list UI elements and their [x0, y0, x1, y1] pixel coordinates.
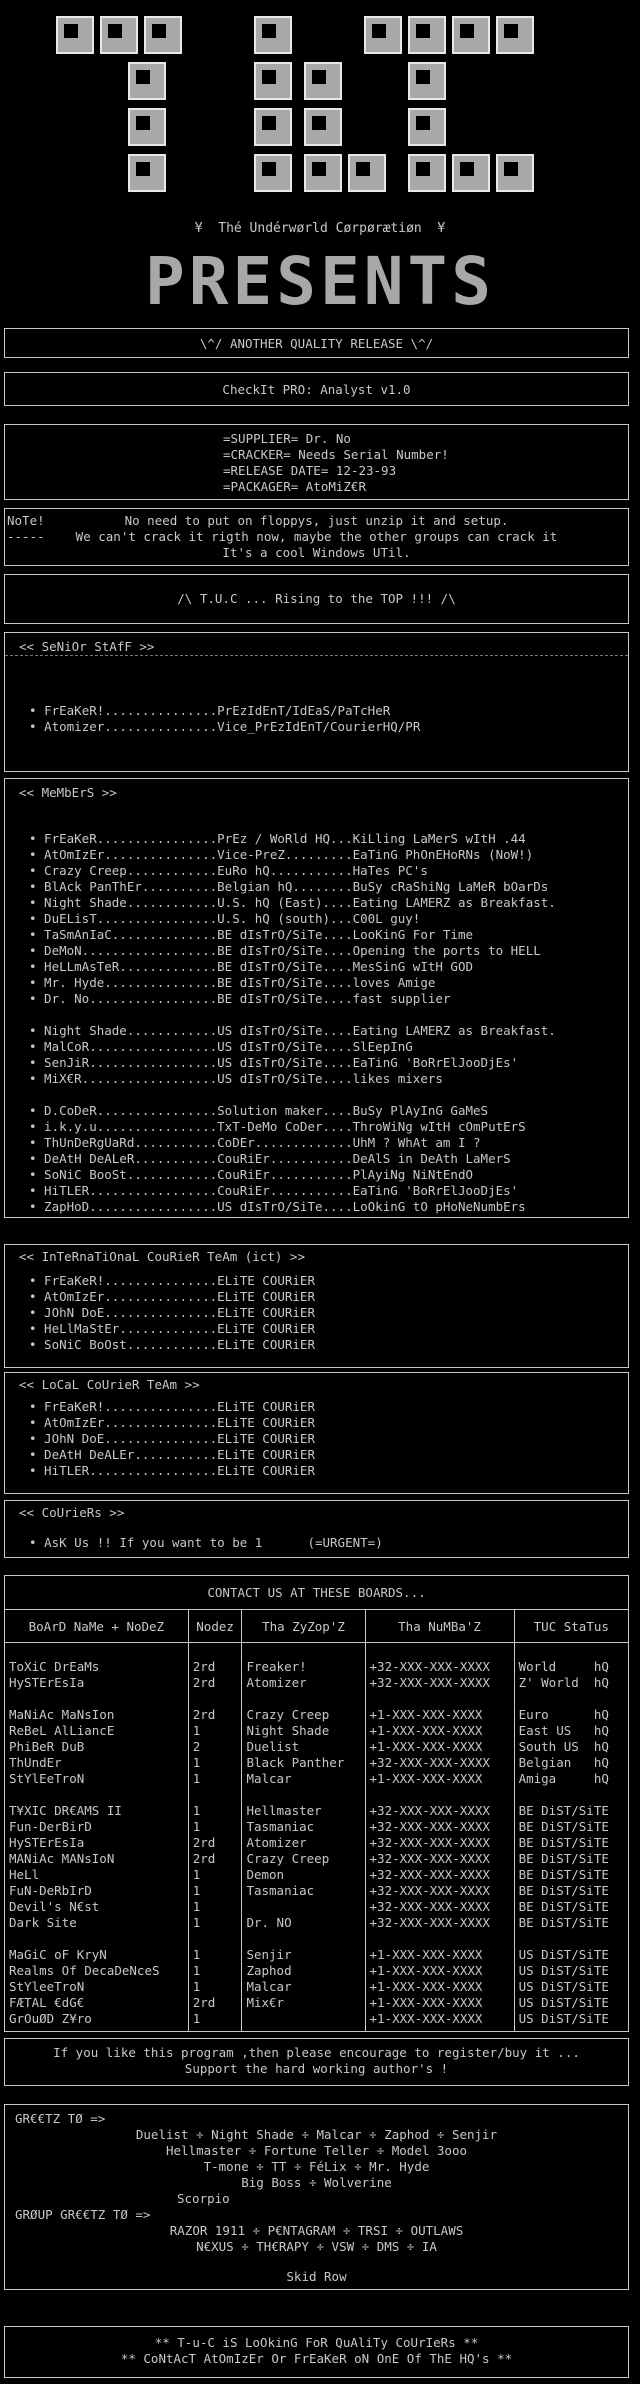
member-line: • AtOmIzEr...............Vice-PreZ.........EaTinG PhOnEHoRNs (NoW!) — [29, 847, 534, 862]
board-status: BE DiST/SiTE — [514, 1867, 628, 1883]
member-line: • Night Shade............US dIsTrO/SiTe....Eating LAMERZ as Breakfast. — [29, 1023, 556, 1038]
courier-line: • AtOmIzEr...............ELiTE COURiER — [29, 1289, 315, 1304]
board-status: BE DiST/SiTE — [514, 1883, 628, 1899]
courier-line: • JOhN DoE...............ELiTE COURiER — [29, 1431, 315, 1446]
courier-line: • DeAtH DeALEr...........ELiTE COURiER — [29, 1447, 315, 1462]
board-nodes: 1 — [188, 1963, 242, 1979]
board-status: US DiST/SiTE — [514, 1963, 628, 1979]
board-name: StYlEeTroN — [5, 1771, 189, 1787]
board-nodes: 1 — [188, 1771, 242, 1787]
board-number: +32-XXX-XXX-XXXX — [365, 1915, 514, 1931]
presents-banner: PRESENTS — [145, 243, 495, 320]
board-number: +1-XXX-XXX-XXXX — [365, 1963, 514, 1979]
member-line: • FrEaKeR................PrEz / WoRld HQ...KiLling LaMerS wItH .44 — [29, 831, 526, 846]
board-row — [5, 1947, 629, 1963]
rising-box — [4, 574, 629, 624]
board-number: +1-XXX-XXX-XXXX — [365, 1947, 514, 1963]
board-nodes: 1 — [188, 1915, 242, 1931]
board-row — [5, 1659, 629, 1675]
crew-name-line: ¥ Thé Undérwørld Cørpørætiøn ¥ — [194, 221, 446, 236]
board-row — [5, 1803, 629, 1819]
board-name: Dark Site — [5, 1915, 189, 1931]
board-sysop: Atomizer — [242, 1835, 365, 1851]
board-number: +32-XXX-XXX-XXXX — [365, 1835, 514, 1851]
courier-line: • FrEaKeR!...............ELiTE COURiER — [29, 1273, 315, 1288]
board-name: MANiAc MANsIoN — [5, 1851, 189, 1867]
board-name: Devil's N€st — [5, 1899, 189, 1915]
board-status: BE DiST/SiTE — [514, 1851, 628, 1867]
members-heading: << MeMbErS >> — [19, 785, 117, 800]
courier-line: • FrEaKeR!...............ELiTE COURiER — [29, 1399, 315, 1414]
release-date-line: =RELEASE DATE= 12-23-93 — [223, 463, 397, 478]
board-sysop: Demon — [242, 1867, 365, 1883]
board-nodes: 2rd — [188, 1659, 242, 1675]
board-name: Realms Of DecaDeNceS — [5, 1963, 189, 1979]
board-name: PhiBeR DuB — [5, 1739, 189, 1755]
board-status: US DiST/SiTE — [514, 1995, 628, 2011]
note-box — [4, 508, 629, 566]
courier-line: • HeLlMaStEr.............ELiTE COURiER — [29, 1321, 315, 1336]
board-number: +1-XXX-XXX-XXXX — [365, 2011, 514, 2027]
board-name: Fun-DerBirD — [5, 1819, 189, 1835]
board-row — [5, 1739, 629, 1755]
board-row — [5, 1979, 629, 1995]
board-sysop: Freaker! — [242, 1659, 365, 1675]
member-line: • Mr. Hyde...............BE dIsTrO/SiTe....loves Amige — [29, 975, 436, 990]
couriers-line: • AsK Us !! If you want to be 1 (=URGENT=) — [29, 1535, 383, 1550]
board-row — [5, 1963, 629, 1979]
senior-staff-box — [4, 632, 629, 772]
table-bottom-row — [5, 2027, 629, 2032]
board-sysop: Malcar — [242, 1771, 365, 1787]
board-row — [5, 1851, 629, 1867]
board-nodes: 2rd — [188, 1995, 242, 2011]
note-line: It's a cool Windows UTil. — [222, 545, 411, 560]
group-greetz-label: GRØUP GR€€TZ TØ => — [15, 2207, 151, 2222]
board-name: FÆTAL €dG€ — [5, 1995, 189, 2011]
board-number: +32-XXX-XXX-XXXX — [365, 1867, 514, 1883]
board-status: US DiST/SiTE — [514, 1979, 628, 1995]
member-line: • MalCoR.................US dIsTrO/SiTe....SlEepInG — [29, 1039, 413, 1054]
board-row — [5, 1675, 629, 1691]
board-nodes: 1 — [188, 1819, 242, 1835]
board-name: FuN-DeRbIrD — [5, 1883, 189, 1899]
contact-header-box — [4, 1575, 629, 1609]
register-line: If you like this program ,then please encourage to register/buy it ... — [53, 2045, 580, 2060]
member-line: • DeAtH DeALeR...........CouRiEr...........DeAlS in DeAth LaMerS — [29, 1151, 511, 1166]
board-number: +1-XXX-XXX-XXXX — [365, 1979, 514, 1995]
board-nodes: 2rd — [188, 1835, 242, 1851]
staff-line: • FrEaKeR!...............PrEzIdEnT/IdEaS/PaTcHeR — [29, 703, 391, 718]
member-line: • SoNiC BooSt............CouRiEr...........PlAyiNg NiNtEndO — [29, 1167, 474, 1182]
couriers-heading: << CoUrieRs >> — [19, 1505, 125, 1520]
footer-line: ** T-u-C iS LoOkinG FoR QuAliTy CoUrIeRs ** — [154, 2335, 479, 2350]
member-line: • Crazy Creep............EuRo hQ...........HaTes PC's — [29, 863, 428, 878]
board-number: +32-XXX-XXX-XXXX — [365, 1819, 514, 1835]
board-name: MaNiAc MaNsIon — [5, 1707, 189, 1723]
cracker-line: =CRACKER= Needs Serial Number! — [223, 447, 449, 462]
member-line: • Night Shade............U.S. hQ (East)....Eating LAMERZ as Breakfast. — [29, 895, 556, 910]
member-line: • BlAck PanThEr..........Belgian hQ........BuSy cRaShiNg LaMeR bOarDs — [29, 879, 549, 894]
board-sysop: Malcar — [242, 1979, 365, 1995]
board-row — [5, 1771, 629, 1787]
board-status: Amiga hQ — [514, 1771, 628, 1787]
courier-line: • SoNiC BoOst............ELiTE COURiER — [29, 1337, 315, 1352]
board-name: ReBeL AlLiancE — [5, 1723, 189, 1739]
board-row — [5, 1819, 629, 1835]
board-sysop: Tasmaniac — [242, 1819, 365, 1835]
local-heading: << LoCaL CoUrieR TeAm >> — [19, 1377, 200, 1392]
member-line: • SenJiR.................US dIsTrO/SiTe....EaTinG 'BoRrElJooDjEs' — [29, 1055, 519, 1070]
board-row — [5, 1995, 629, 2011]
board-status: US DiST/SiTE — [514, 1947, 628, 1963]
board-status: World hQ — [514, 1659, 628, 1675]
board-status: Z' World hQ — [514, 1675, 628, 1691]
courier-line: • AtOmIzEr...............ELiTE COURiER — [29, 1415, 315, 1430]
col-number: Tha NuMBa'Z — [365, 1610, 514, 1643]
board-number: +1-XXX-XXX-XXXX — [365, 1995, 514, 2011]
board-nodes: 1 — [188, 1867, 242, 1883]
board-nodes: 1 — [188, 1947, 242, 1963]
board-sysop: Mix€r — [242, 1995, 365, 2011]
release-info-box — [4, 424, 629, 500]
release-banner: \^/ ANOTHER QUALITY RELEASE \^/ — [199, 336, 434, 351]
greetz-label: GR€€TZ TØ => — [15, 2111, 106, 2126]
board-number: +1-XXX-XXX-XXXX — [365, 1739, 514, 1755]
boards-table — [4, 1609, 629, 2032]
release-banner-box — [4, 328, 629, 358]
board-row — [5, 1723, 629, 1739]
board-nodes: 2rd — [188, 1851, 242, 1867]
board-sysop: Tasmaniac — [242, 1883, 365, 1899]
board-status: East US hQ — [514, 1723, 628, 1739]
board-status: BE DiST/SiTE — [514, 1819, 628, 1835]
board-sysop: Black Panther — [242, 1755, 365, 1771]
board-name: GrOuØD Z¥ro — [5, 2011, 189, 2027]
skid-row-line: Skid Row — [286, 2269, 347, 2284]
board-number: +32-XXX-XXX-XXXX — [365, 1659, 514, 1675]
greetz-line: Scorpio — [177, 2191, 230, 2206]
board-row — [5, 2011, 629, 2027]
board-status: Belgian hQ — [514, 1755, 628, 1771]
board-nodes: 1 — [188, 1723, 242, 1739]
greetz-line: T-mone ÷ TT ÷ FéLix ÷ Mr. Hyde — [203, 2159, 430, 2174]
board-status: US DiST/SiTE — [514, 2011, 628, 2027]
member-line: • MiX€R..................US dIsTrO/SiTe....likes mixers — [29, 1071, 443, 1086]
greetz-line: Duelist ÷ Night Shade ÷ Malcar ÷ Zaphod ÷ Senjir — [135, 2127, 498, 2142]
board-name: ThUndEr — [5, 1755, 189, 1771]
board-nodes: 1 — [188, 2011, 242, 2027]
member-line: • HeLLmAsTeR.............BE dIsTrO/SiTe....MesSinG wItH GOD — [29, 959, 474, 974]
rising-line: /\ T.U.C ... Rising to the TOP !!! /\ — [177, 591, 456, 606]
group-greetz-line: N€XUS ÷ TH€RAPY ÷ VSW ÷ DMS ÷ IA — [196, 2239, 437, 2254]
board-nodes: 2rd — [188, 1707, 242, 1723]
board-row — [5, 1707, 629, 1723]
board-sysop: Night Shade — [242, 1723, 365, 1739]
supplier-line: =SUPPLIER= Dr. No — [223, 431, 351, 446]
member-line: • HiTLER.................CouRiEr...........EaTinG 'BoRrElJooDjEs' — [29, 1183, 519, 1198]
release-title: CheckIt PRO: Analyst v1.0 — [222, 382, 411, 397]
board-name: HySTErEsIa — [5, 1675, 189, 1691]
board-sysop: Hellmaster — [242, 1803, 365, 1819]
board-number: +32-XXX-XXX-XXXX — [365, 1899, 514, 1915]
greetz-box — [4, 2104, 629, 2290]
note-dash: ----- — [7, 529, 45, 544]
ict-heading: << InTeRnaTiOnaL CouRieR TeAm (ict) >> — [19, 1249, 305, 1264]
greetz-line: Hellmaster ÷ Fortune Teller ÷ Model 3ooo — [165, 2143, 468, 2158]
col-nodez: Nodez — [188, 1610, 242, 1643]
board-sysop: Zaphod — [242, 1963, 365, 1979]
board-sysop — [242, 2011, 365, 2027]
board-name: StYleeTroN — [5, 1979, 189, 1995]
courier-line: • JOhN DoE...............ELiTE COURiER — [29, 1305, 315, 1320]
member-line: • DuELisT................U.S. hQ (south)...C00L guy! — [29, 911, 421, 926]
note-label: NoTe! — [7, 513, 45, 528]
board-nodes: 1 — [188, 1803, 242, 1819]
board-status: BE DiST/SiTE — [514, 1899, 628, 1915]
register-line: Support the hard working author's ! — [184, 2061, 449, 2076]
board-number: +32-XXX-XXX-XXXX — [365, 1851, 514, 1867]
board-name: ToXiC DrEaMs — [5, 1659, 189, 1675]
board-status: BE DiST/SiTE — [514, 1915, 628, 1931]
board-number: +32-XXX-XXX-XXXX — [365, 1675, 514, 1691]
register-box — [4, 2038, 629, 2086]
board-nodes: 1 — [188, 1883, 242, 1899]
note-line: No need to put on floppys, just unzip it and setup. — [124, 513, 509, 528]
board-number: +1-XXX-XXX-XXXX — [365, 1723, 514, 1739]
col-board: BoArD NaMe + NoDeZ — [5, 1610, 189, 1643]
member-line: • ZapHoD.................US dIsTrO/SiTe....LoOkinG tO pHoNeNumbErs — [29, 1199, 526, 1214]
board-row — [5, 1899, 629, 1915]
board-sysop: Atomizer — [242, 1675, 365, 1691]
board-sysop: Crazy Creep — [242, 1851, 365, 1867]
member-line: • ThUnDeRgUaRd...........CoDEr.............UhM ? WhAt am I ? — [29, 1135, 481, 1150]
board-status: South US hQ — [514, 1739, 628, 1755]
board-sysop: Senjir — [242, 1947, 365, 1963]
board-number: +1-XXX-XXX-XXXX — [365, 1771, 514, 1787]
board-sysop: Crazy Creep — [242, 1707, 365, 1723]
member-line: • DeMoN..................BE dIsTrO/SiTe....Opening the ports to HELL — [29, 943, 541, 958]
board-row — [5, 1867, 629, 1883]
board-sysop: Dr. NO — [242, 1915, 365, 1931]
member-line: • TaSmAnIaC..............BE dIsTrO/SiTe....LooKinG For Time — [29, 927, 474, 942]
spacer-row — [5, 1931, 629, 1947]
board-name: T¥XIC DR€AMS II — [5, 1803, 189, 1819]
greetz-line: Big Boss ÷ Wolverine — [241, 2175, 392, 2190]
member-line: • i.k.y.u................TxT-DeMo CoDer....ThroWiNg wItH cOmPutErS — [29, 1119, 526, 1134]
board-nodes: 2rd — [188, 1675, 242, 1691]
boards-header-row — [5, 1610, 629, 1643]
board-row — [5, 1835, 629, 1851]
senior-staff-heading: << SeNiOr StAfF >> — [19, 639, 155, 654]
board-number: +32-XXX-XXX-XXXX — [365, 1803, 514, 1819]
spacer-row — [5, 1691, 629, 1707]
board-number: +32-XXX-XXX-XXXX — [365, 1883, 514, 1899]
board-status: Euro hQ — [514, 1707, 628, 1723]
spacer-row — [5, 1643, 629, 1660]
packager-line: =PACKAGER= AtoMiZ€R — [223, 479, 366, 494]
note-line: We can't crack it rigth now, maybe the other groups can crack it — [75, 529, 558, 544]
board-nodes: 1 — [188, 1979, 242, 1995]
board-sysop: Duelist — [242, 1739, 365, 1755]
col-status: TUC StaTus — [514, 1610, 628, 1643]
board-nodes: 2 — [188, 1739, 242, 1755]
local-box — [4, 1372, 629, 1494]
board-nodes: 1 — [188, 1755, 242, 1771]
board-row — [5, 1915, 629, 1931]
board-name: HeLl — [5, 1867, 189, 1883]
group-greetz-line: RAZOR 1911 ÷ P€NTAGRAM ÷ TRSI ÷ OUTLAWS — [169, 2223, 464, 2238]
board-row — [5, 1755, 629, 1771]
footer-line: ** CoNtAcT AtOmIzEr Or FrEaKeR oN OnE Of ThE HQ's ** — [120, 2351, 513, 2366]
courier-line: • HiTLER.................ELiTE COURiER — [29, 1463, 315, 1478]
board-nodes: 1 — [188, 1899, 242, 1915]
couriers-box — [4, 1500, 629, 1558]
staff-line: • Atomizer...............Vice_PrEzIdEnT/CourierHQ/PR — [29, 719, 421, 734]
member-line: • Dr. No.................BE dIsTrO/SiTe....fast supplier — [29, 991, 451, 1006]
members-box — [4, 778, 629, 1218]
board-name: HySTErEsIa — [5, 1835, 189, 1851]
board-status: BE DiST/SiTE — [514, 1835, 628, 1851]
contact-heading: CONTACT US AT THESE BOARDS... — [207, 1585, 426, 1600]
col-sysop: Tha ZyZop'Z — [242, 1610, 365, 1643]
board-status: BE DiST/SiTE — [514, 1803, 628, 1819]
spacer-row — [5, 1787, 629, 1803]
board-sysop — [242, 1899, 365, 1915]
board-number: +32-XXX-XXX-XXXX — [365, 1755, 514, 1771]
member-line: • D.CoDeR................Solution maker....BuSy PlAyInG GaMeS — [29, 1103, 489, 1118]
board-number: +1-XXX-XXX-XXXX — [365, 1707, 514, 1723]
title-box — [4, 372, 629, 406]
board-row — [5, 1883, 629, 1899]
ict-box — [4, 1244, 629, 1368]
footer-box — [4, 2326, 629, 2378]
board-name: MaGiC oF KryN — [5, 1947, 189, 1963]
